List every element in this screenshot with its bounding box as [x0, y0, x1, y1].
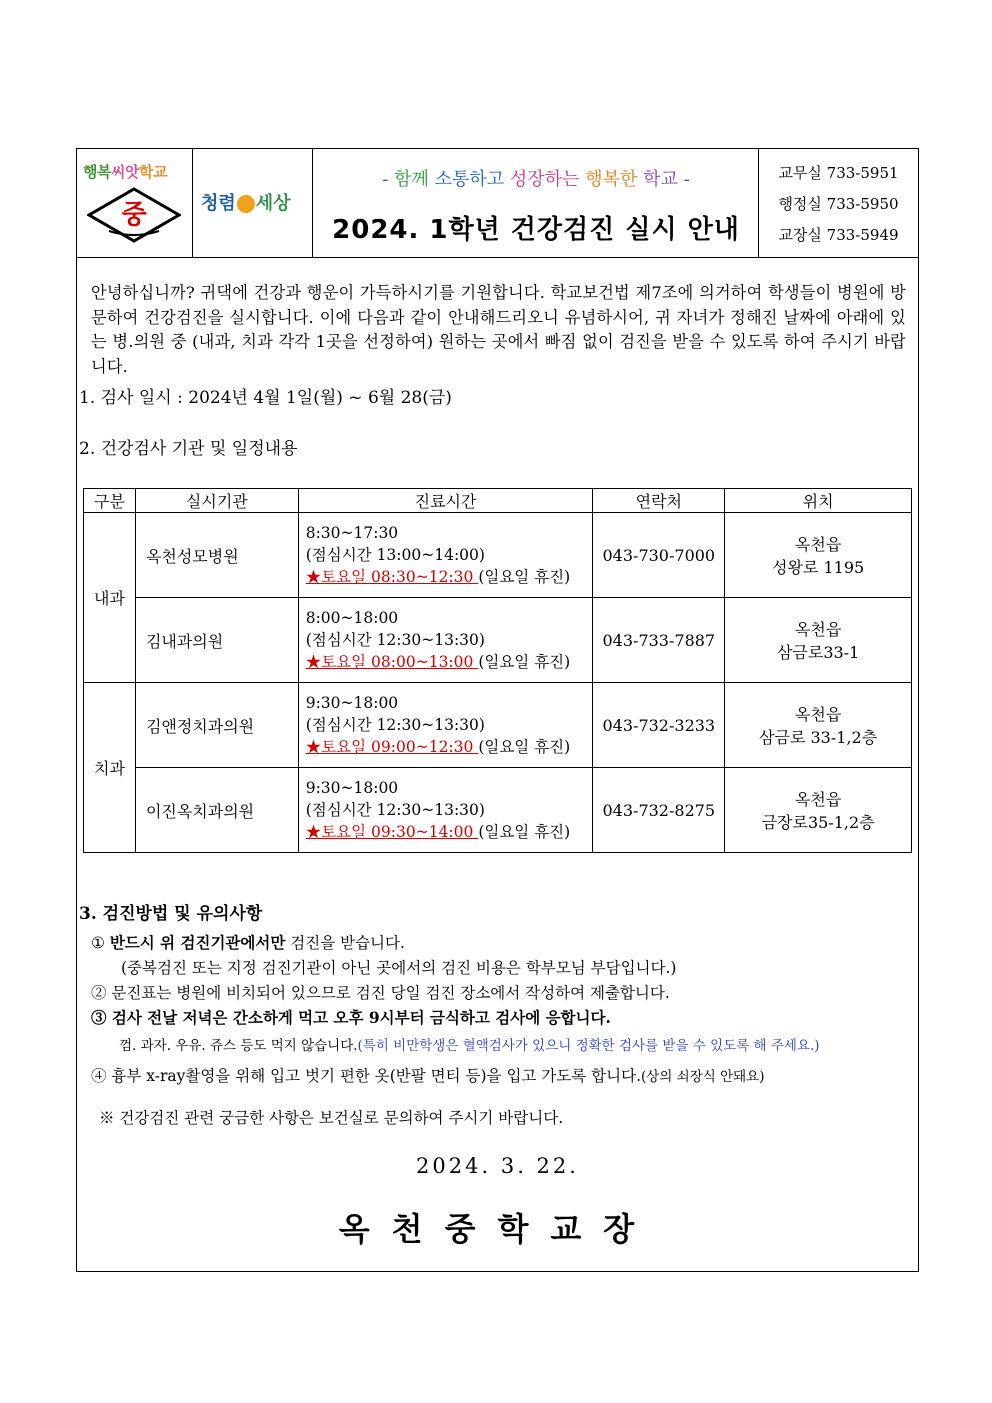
school-emblem-icon: [87, 187, 181, 243]
school-emblem-char: 중: [121, 200, 147, 230]
header: [77, 149, 918, 258]
note-3: ③ 검사 전날 저녁은 간소하게 먹고 오후 9시부터 금식하고 검사에 응합니다.: [91, 1008, 611, 1027]
note-1: ① 반드시 위 검진기관에서만 검진을 받습니다.: [91, 933, 405, 952]
page-title: 2024. 1학년 건강검진 실시 안내: [332, 215, 740, 245]
clean-world-logo: 청렴 세상: [193, 149, 313, 257]
location-cell: 옥천읍 금장로35-1,2층: [725, 768, 912, 853]
hours-cell: 9:30~18:00 (점심시간 12:30~13:30) ★토요일 09:30~14:00 (일요일 휴진): [298, 768, 593, 853]
col-header: 연락처: [593, 489, 725, 513]
principal-signature: 옥천중학교장: [338, 1210, 657, 1248]
contact-principal: 교장실 733-5949: [778, 226, 899, 244]
clean-globe-icon: [237, 195, 255, 213]
contact-academic: 교무실 733-5951: [778, 164, 899, 182]
col-header: 진료시간: [298, 489, 593, 513]
note-3-detail: 껌. 과자. 우유. 쥬스 등도 먹지 않습니다.(특히 비만학생은 혈액검사가 있으니 정확한 검사를 받을 수 있도록 해 주세요.): [119, 1038, 820, 1054]
note-2: ② 문진표는 병원에 비치되어 있으므로 검진 당일 검진 장소에서 작성하여 제출합니다.: [91, 984, 670, 1002]
intro-paragraph: 안녕하십니까? 귀댁에 건강과 행운이 가득하시기를 기원합니다. 학교보건법 제7조에 의거하여 학생들이 병원에 방문하여 건강검진을 실시합니다. 이에 다음과 같이 안내해드리오니 유념하시어, 귀 자녀가 정해진 날짜에 아래에 있는 병.의원 중 (내과, 치과 각각 1곳을 선정하여) 원하는 곳에서 빠짐 없이 검진을 받을 수 있도록 하여 주시기 바랍니다.: [91, 283, 906, 376]
col-header: 실시기관: [135, 489, 298, 513]
note-1-detail: (중복검진 또는 지정 검진기관이 아닌 곳에서의 검진 비용은 학부모님 부담입니다.): [121, 959, 677, 977]
phone-cell: 043-732-3233: [593, 683, 725, 768]
footnote: ※ 건강검진 관련 궁금한 사항은 보건실로 문의하여 주시기 바랍니다.: [99, 1109, 564, 1127]
notice-frame: [76, 148, 919, 1272]
note-4: ④ 흉부 x-ray촬영을 위해 입고 벗기 편한 옷(반팔 면티 등)을 입고 가도록 합니다.(상의 쇠장식 안돼요): [91, 1067, 765, 1085]
table-row: [84, 683, 912, 768]
hours-cell: 8:30~17:30 (점심시간 13:00~14:00) ★토요일 08:30~12:30 (일요일 휴진): [298, 513, 593, 598]
slogan: - 함께 소통하고 성장하는 행복한 학교 -: [382, 169, 690, 190]
section-exam-date: 1. 검사 일시 : 2024년 4월 1일(월) ~ 6월 28(금): [79, 388, 452, 408]
table-row: [84, 513, 912, 598]
phone-cell: 043-733-7887: [593, 598, 725, 683]
location-cell: 옥천읍 삼금로 33-1,2층: [725, 683, 912, 768]
contact-admin: 행정실 733-5950: [778, 195, 899, 213]
category-internal: 내과: [84, 513, 136, 683]
hospital-name: 이진옥치과의원: [135, 768, 298, 853]
section-institutions: 2. 건강검사 기관 및 일정내용: [79, 439, 298, 459]
hours-cell: 8:00~18:00 (점심시간 12:30~13:30) ★토요일 08:00~13:00 (일요일 휴진): [298, 598, 593, 683]
title-cell: [313, 149, 759, 257]
schedule-table: [83, 488, 912, 853]
contacts: [759, 149, 918, 257]
table-header-row: [84, 489, 912, 513]
col-header: 구분: [84, 489, 136, 513]
hours-cell: 9:30~18:00 (점심시간 12:30~13:30) ★토요일 09:00~12:30 (일요일 휴진): [298, 683, 593, 768]
table-row: [84, 768, 912, 853]
hospital-name: 김앤정치과의원: [135, 683, 298, 768]
school-motto: 행복씨앗학교: [83, 163, 167, 181]
table-row: [84, 598, 912, 683]
category-dental: 치과: [84, 683, 136, 853]
hospital-name: 옥천성모병원: [135, 513, 298, 598]
hospital-name: 김내과의원: [135, 598, 298, 683]
section-method: 3. 검진방법 및 유의사항: [79, 904, 263, 924]
issue-date: 2024. 3. 22.: [416, 1154, 579, 1178]
location-cell: 옥천읍 삼금로33-1: [725, 598, 912, 683]
col-header: 위치: [725, 489, 912, 513]
phone-cell: 043-730-7000: [593, 513, 725, 598]
phone-cell: 043-732-8275: [593, 768, 725, 853]
location-cell: 옥천읍 성왕로 1195: [725, 513, 912, 598]
school-logo: [77, 149, 193, 257]
